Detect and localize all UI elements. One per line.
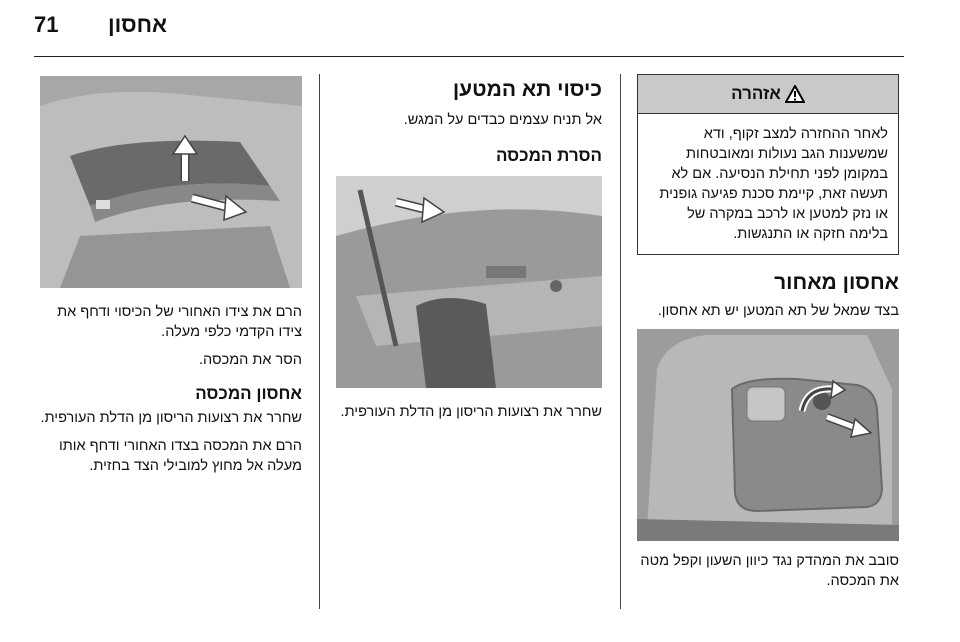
remove-cover-photo [336,176,602,388]
release-straps-text: שחרר את רצועות הריסון מן הדלת העורפית. [40,410,302,426]
section-title: אחסון [108,12,168,37]
warning-text: לאחר ההחזרה למצב זקוף, ודא שמשענות הגב נעולות ומאובטחות במקומן לפני תחילת הנסיעה. אם לא תעשה זאת, קיימת סכנת פגיעה גופנית או נזק למטען או לרכב במקרה של בלימה חזקה או התנגשות. [659,126,888,242]
cover-lift-photo [40,76,302,288]
storage-compartment-illustration [637,329,899,541]
remove-cover-subheading: הסרת המכסה [495,146,602,165]
cover-heading: כיסוי תא המטען [452,78,602,101]
page-header [34,8,904,48]
column-divider-left [319,74,320,609]
column-divider-right [620,74,621,609]
warning-title: אזהרה [731,84,781,103]
lift-cover-text: הרם את צידו האחורי של הכיסוי ודחף את צידו הקדמי כלפי מעלה. [57,304,302,340]
right-column [637,74,899,591]
left-column [40,74,302,476]
cover-intro: אל תניח עצמים כבדים על המגש. [403,112,602,128]
rear-storage-photo [637,329,899,541]
cargo-cover-illustration [40,76,302,288]
tailgate-strap-illustration [336,176,602,388]
store-cover-text: הרם את המכסה בצדו האחורי ודחף אותו מעלה אל מחוץ למובילי הצד בחזית. [58,438,302,474]
rear-storage-intro: בצד שמאל של תא המטען יש תא אחסון. [657,303,899,319]
warning-triangle-icon [785,85,805,103]
warning-header [638,75,898,114]
middle-column [336,74,602,422]
rear-storage-caption: סובב את המהדק נגד כיוון השעון וקפל מטה את המכסה. [640,553,899,589]
rear-storage-heading: אחסון מאחור [774,271,899,294]
page-number: 71 [34,12,59,37]
remove-cover-text: הסר את המכסה. [199,352,302,368]
remove-cover-caption: שחרר את רצועות הריסון מן הדלת העורפית. [340,404,602,420]
warning-box [637,74,899,255]
store-cover-subheading: אחסון המכסה [195,384,302,403]
header-rule [34,56,904,57]
